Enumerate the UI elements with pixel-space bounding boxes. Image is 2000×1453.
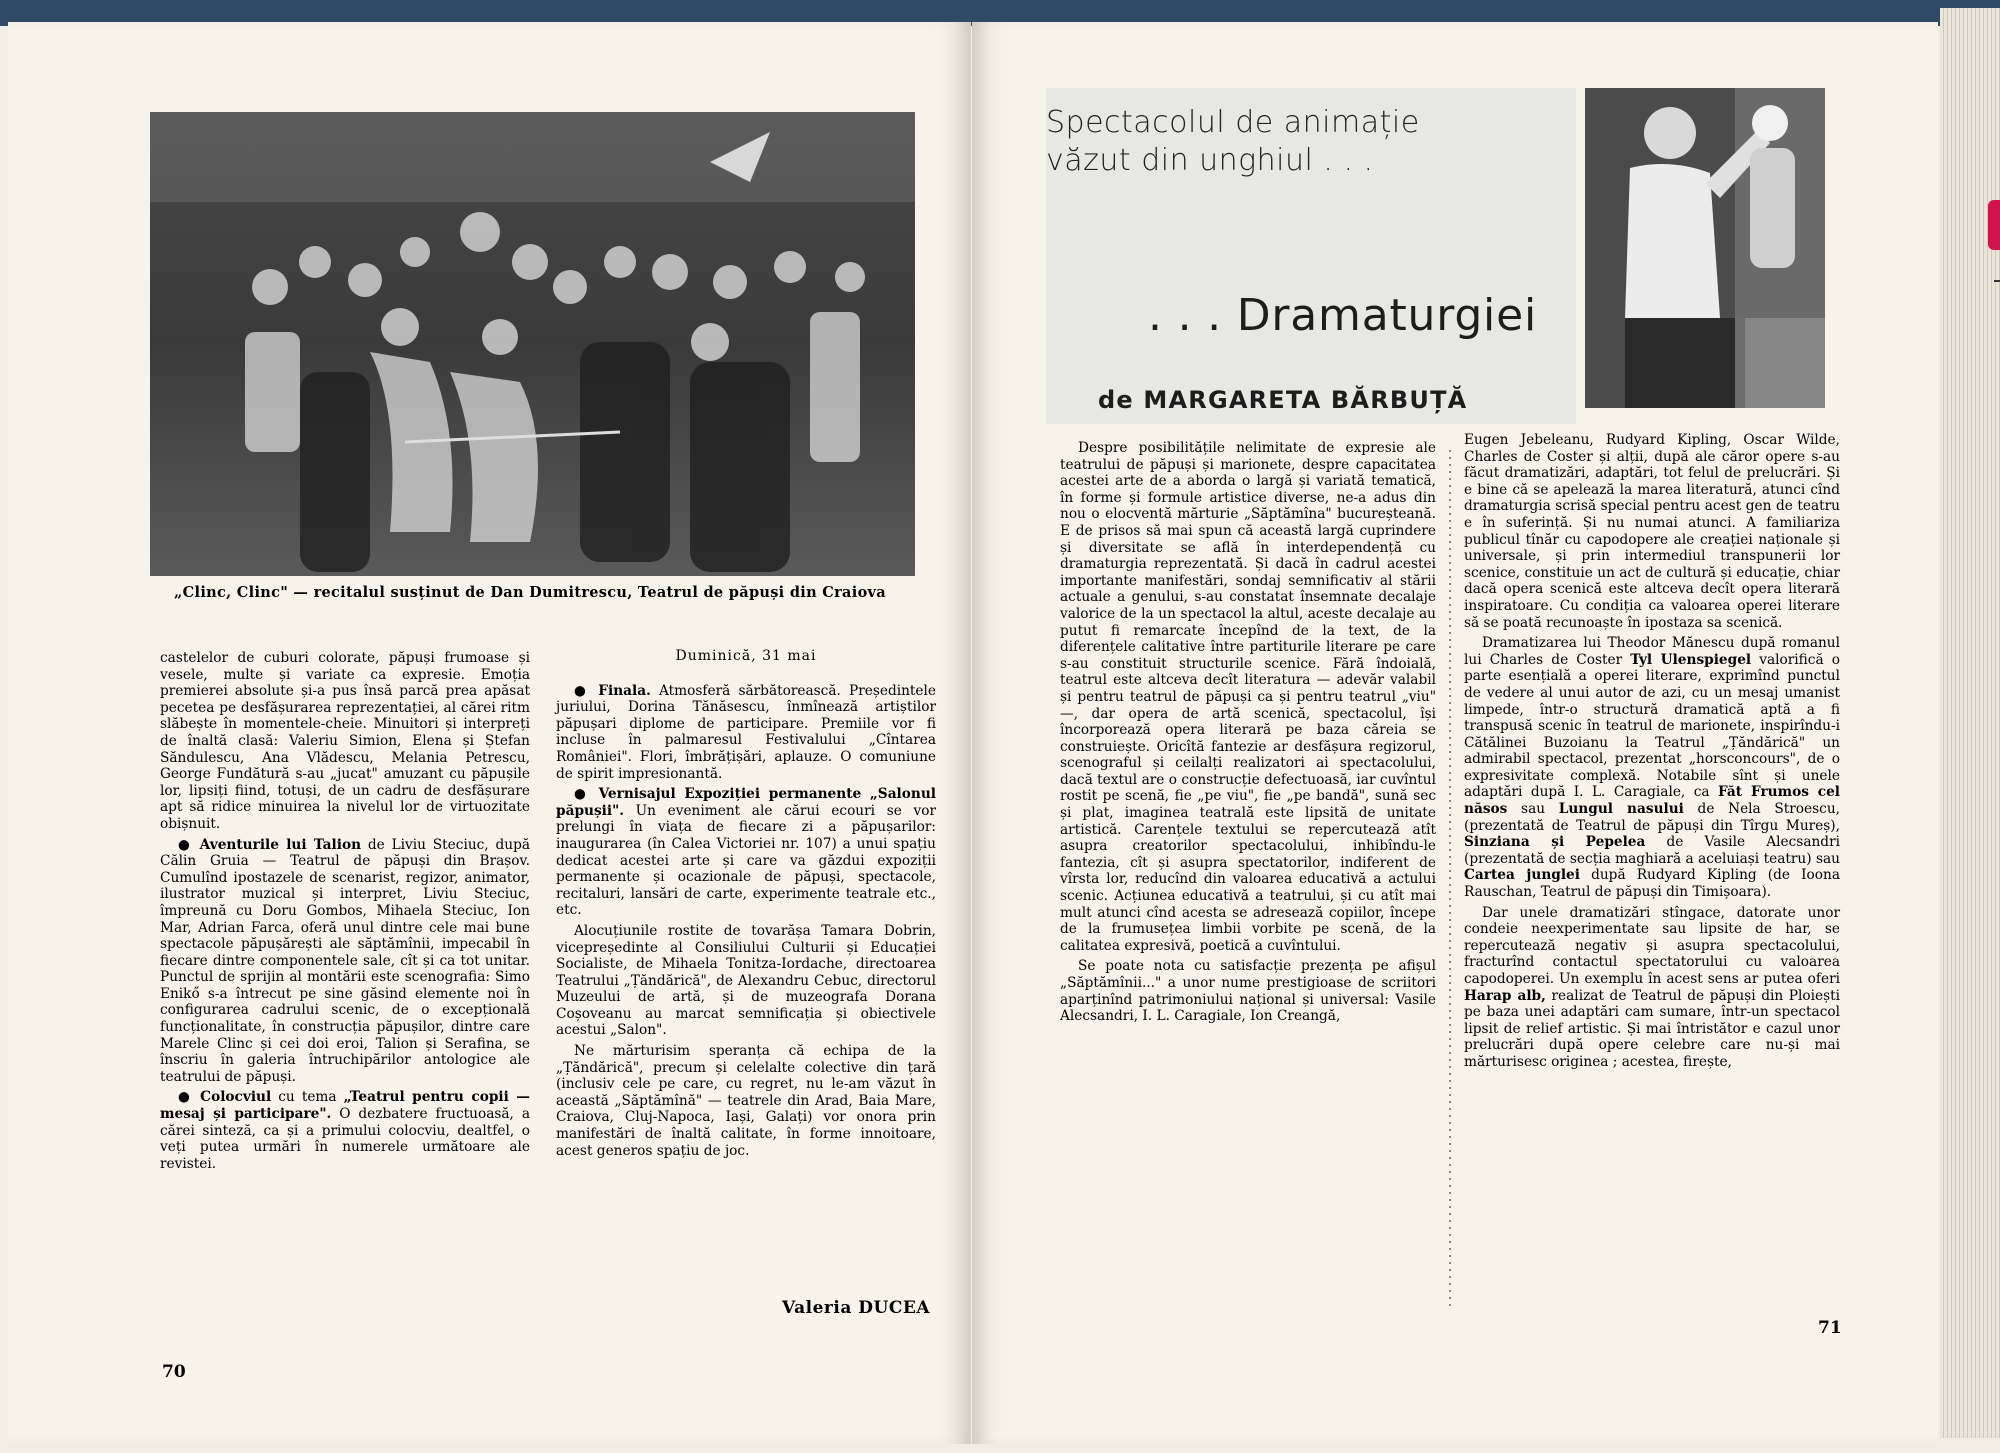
paragraph [160, 837, 530, 1086]
photo-graphic [1585, 88, 1825, 408]
work-title: Harap alb, [1464, 987, 1546, 1004]
photo-graphic [150, 112, 915, 576]
item-text: de Vasile Alecsandri (prezentată de secția maghiară a aceluiași teatru) sau [1464, 834, 1840, 867]
item-heading: ● Vernisajul Expoziției permanente „Salonul păpușii". [556, 786, 936, 819]
edge-mark [1994, 280, 2000, 282]
photo-caption: „Clinc, Clinc" — recitalul susținut de Dan Dumitrescu, Teatrul de păpuși din Craiova [174, 584, 886, 601]
column-separator [1449, 450, 1451, 1310]
item-text: sau [1507, 801, 1559, 818]
article-byline: de MARGARETA BĂRBUȚĂ [1098, 386, 1468, 414]
item-text: valorifică o parte esențială a operei literare, exprimînd punctul de vedere al unui autor de azi, cu un mesaj umanist limpede, într-o structură dramatică aptă a fi transpusă scenic în teatrul de marionete, inspirîndu-i Cătălinei Buzoianu la Teatrul „Țăndărică" un admirabil spectacol, prezentat „horsconcours", de o expresivitate complexă. Notabile sînt și unele adaptări după I. L. Caragiale, ca [1464, 651, 1840, 801]
paragraph [160, 1089, 530, 1172]
paragraph [556, 786, 936, 919]
children-puppets-photo-icon [150, 112, 915, 576]
item-heading: ● Colocviul [178, 1089, 272, 1106]
paragraph [1464, 635, 1840, 901]
page-number-right: 71 [1818, 1318, 1842, 1338]
paragraph: Despre posibilitățile nelimitate de expresie ale teatrului de păpuși și marionete, despre capacitatea acestei arte de a aborda o largă și variată tematică, în forme și formule artistice diverse, ne-a adus din nou o elocventă mărturie „Săptămîna" bucureșteană. E de prisos să mai spun că această largă cuprindere și diversitate se află în interdependență cu dramaturgia reprezentată. Și dacă în cadrul acestei importante manifestări, sondaj semnificativ al stării actuale a genului, s-au constatat însemnate decalaje valorice de la un spectacol la altul, aceste decalaje au putut fi remarcate începînd de la text, de la diferențele calitative între partiturile literare pe care s-au constituit structurile scenice. Fără îndoială, teatrul este altceva decît literatura — adevăr valabil și pentru teatrul de păpuși ca și pentru teatrul „viu" —, dar opera de artă scenică, spectacolul, își încorporează opera literară pe baza căreia se construiește. Oricîtă fantezie ar desfășura regizorul, scenograful și ceilalți realizatori ai spectacolului, dacă textul are o construcție defectuoasă, iar cuvîntul rostit pe scenă, fie „pe viu", fie „pe bandă", sună sec și plat, imaginea teatrală este lipsită de unitate artistică. Carențele textului se repercutează atît asupra creatorilor spectacolului, inhibîndu-le fantezia, cît și asupra spectatorilor, indiferent de vîrsta lor, reducînd din valoarea educativă a actului scenic. Acțiunea educativă a teatrului, și cu atît mai mult atunci cînd acesta se adresează copiilor, începe de la frumusețea limbii vorbite pe scenă, de la calitatea expresivă, poetică a cuvîntului. [1060, 440, 1436, 954]
author-signature: Valeria DUCEA [782, 1298, 931, 1318]
item-text: de Liviu Steciuc, după Călin Gruia — Teatrul de păpuși din Brașov. Cumulînd ipostazele de scenarist, regizor, animator, ilustrator muzical și interpret, Liviu Steciuc, împreună cu Doru Gombos, Mihaela Steciuc, Ion Mar, Adrian Farca, oferă unul dintre cele mai bune spectacole păpușărești ale săptămînii, impecabil în fiecare dintre componentele sale, cît și ca tot unitar. Punctul de sprijin al montării este scenografia: Simo Enikő s-a întrecut pe sine găsind elemente noi în configurarea cadrului scenic, de o excepțională funcționalitate, în construcția păpușilor, dintre care Marele Clinc și cei doi eroi, Talion și Serafina, se înscriu în galeria întruchipărilor antologice ale teatrului de păpuși. [160, 836, 530, 1085]
work-title: Tyl Ulenspiegel [1630, 651, 1752, 668]
item-heading: ● Finala. [574, 682, 651, 699]
item-text: după Rudyard Kipling (de Ioona Rauschan, Teatrul de păpuși din Timișoara). [1464, 867, 1840, 901]
paragraph: Se poate nota cu satisfacție prezența pe afișul „Săptămînii..." a unor nume prestigioase de scriitori aparținînd patrimoniului național și universal: Vasile Alecsandri, I. L. Caragiale, Ion Creangă, [1060, 958, 1436, 1025]
article-title: . . . Dramaturgiei [1148, 290, 1537, 341]
item-text: O dezbatere fructuoasă, a cărei sinteză, ca și a primului colocviu, dealtfel, o veți putea urmări în numerele următoare ale revistei. [160, 1106, 530, 1172]
item-text: realizat de Teatrul de păpuși din Ploiești pe baza unei adaptări cam sumare, într-un spectacol lipsit de relief artistic. Și mai întristător e cazul unor prelucrări după opere celebre care nu-și mai mărturisesc originea ; acestea, firește, [1464, 987, 1840, 1070]
paragraph [556, 683, 936, 783]
paragraph: castelelor de cuburi colorate, păpuși frumoase și vesele, multe și variate ca expresie. Emoția premierei absolute și-a pus însă parcă prea apăsat pecetea pe desfășurarea reprezentației, al cărei ritm slăbește în momentele-cheie. Minuitori și interpreți de înaltă clasă: Valeriu Simion, Elena și Ștefan Săndulescu, Ana Vlădescu, Melania Petrescu, George Fundătură s-au „jucat" amuzant cu păpușile lor, lipsiți fiind, totuși, de un cadru de desfășurare apt să ridice minuirea la nivelul lor de virtuozitate obișnuit. [160, 650, 530, 832]
left-column-2 [556, 648, 936, 1163]
page-number-left: 70 [162, 1362, 186, 1382]
paragraph: Ne mărturisim speranța că echipa de la „Țăndărică", precum și celelalte colective din țară (inclusiv cele pe care, cu regret, nu le-am văzut în această „Săptămînă" — teatrele din Arad, Baia Mare, Craiova, Cluj-Napoca, Iași, Galați) vor onora prin manifestări de înaltă calitate, în forme innoitoare, acest generos spațiu de joc. [556, 1043, 936, 1159]
item-text: Atmosferă sărbătorească. Președintele juriului, Dorina Tănăsescu, înmînează artiștilor păpușari diplome de participare. Premiile vor fi incluse în palmaresul Festivalului „Cîntarea României". Flori, îmbrățișări, aplauze. O comuniune de spirit impresionantă. [556, 682, 937, 782]
article-kicker: Spectacolul de animație văzut din unghiul . . . [1046, 105, 1420, 178]
item-heading: „Teatrul pentru copii — mesaj și participare". [160, 1089, 530, 1123]
work-title: Sinziana și Pepelea [1464, 834, 1646, 851]
item-text: Un eveniment ale cărui ecouri se vor prelungi în viața de fiecare zi a păpușarilor: inaugurarea (în Calea Victoriei nr. 107) a unui spațiu dedicat acestei arte și care va găzdui expoziții permanente și ocazionale de păpuși, spectacole, recitaluri, lansări de carte, experimente teatrale etc., etc. [556, 802, 936, 919]
work-title: Lungul nasului [1558, 801, 1684, 818]
left-column-1 [160, 650, 530, 1176]
bookmark-tab [1988, 200, 2000, 250]
section-date: Duminică, 31 mai [675, 648, 817, 664]
boy-with-puppet-photo-icon [1585, 88, 1825, 408]
work-title: Făt Frumos cel năsos [1464, 784, 1841, 818]
right-column-1 [1060, 440, 1436, 1029]
item-text: cu tema [271, 1089, 344, 1106]
paragraph: Alocuțiunile rostite de tovarășa Tamara Dobrin, vicepreședinte al Consiliului Culturii și Educației Socialiste, de Mihaela Tonitza-Iordache, directoarea Teatrului „Țăndărică", de Alexandru Cebuc, directorul Muzeului de artă, și de muzeografa Dorana Coșoveanu au marcat semnificația și obiectivele acestui „Salon". [556, 922, 936, 1039]
item-text: de Nela Stroescu, (prezentată de Teatrul de păpuși din Tîrgu Mureș), [1464, 801, 1840, 834]
work-title: Cartea junglei [1464, 867, 1580, 884]
paragraph: Eugen Jebeleanu, Rudyard Kipling, Oscar Wilde, Charles de Coster și alții, după ale căror opere s-au făcut dramatizări, adaptări, tot felul de prelucrări. Și e bine că se apelează la marea literatură, atunci cînd dramaturgia scrisă special pentru acest gen de teatru e în suferință. Și nu numai atunci. A familiariza publicul tînăr cu capodopere ale creației naționale și universale, și prin intermediul transpunerii lor scenice, constituie un act de cultură și educație, chiar dacă opera scenică este altceva decît opera literară inspiratoare. Cu condiția ca valoarea operei literare să se poată recunoaște în ipostaza sa scenică. [1464, 432, 1840, 631]
right-column-2 [1464, 432, 1840, 1075]
paragraph [1464, 905, 1840, 1071]
item-text: Dramatizarea lui Theodor Mănescu după romanul lui Charles de Coster [1464, 635, 1840, 668]
item-heading: ● Aventurile lui Talion [178, 836, 362, 853]
item-text: Dar unele dramatizări stîngace, datorate unor condeie neexperimentate sau lipsite de har, se repercutează negativ și asupra spectacolului, fracturînd contactul spectatorului cu valoarea capodoperei. Un exemplu în acest sens ar putea oferi [1464, 904, 1840, 987]
